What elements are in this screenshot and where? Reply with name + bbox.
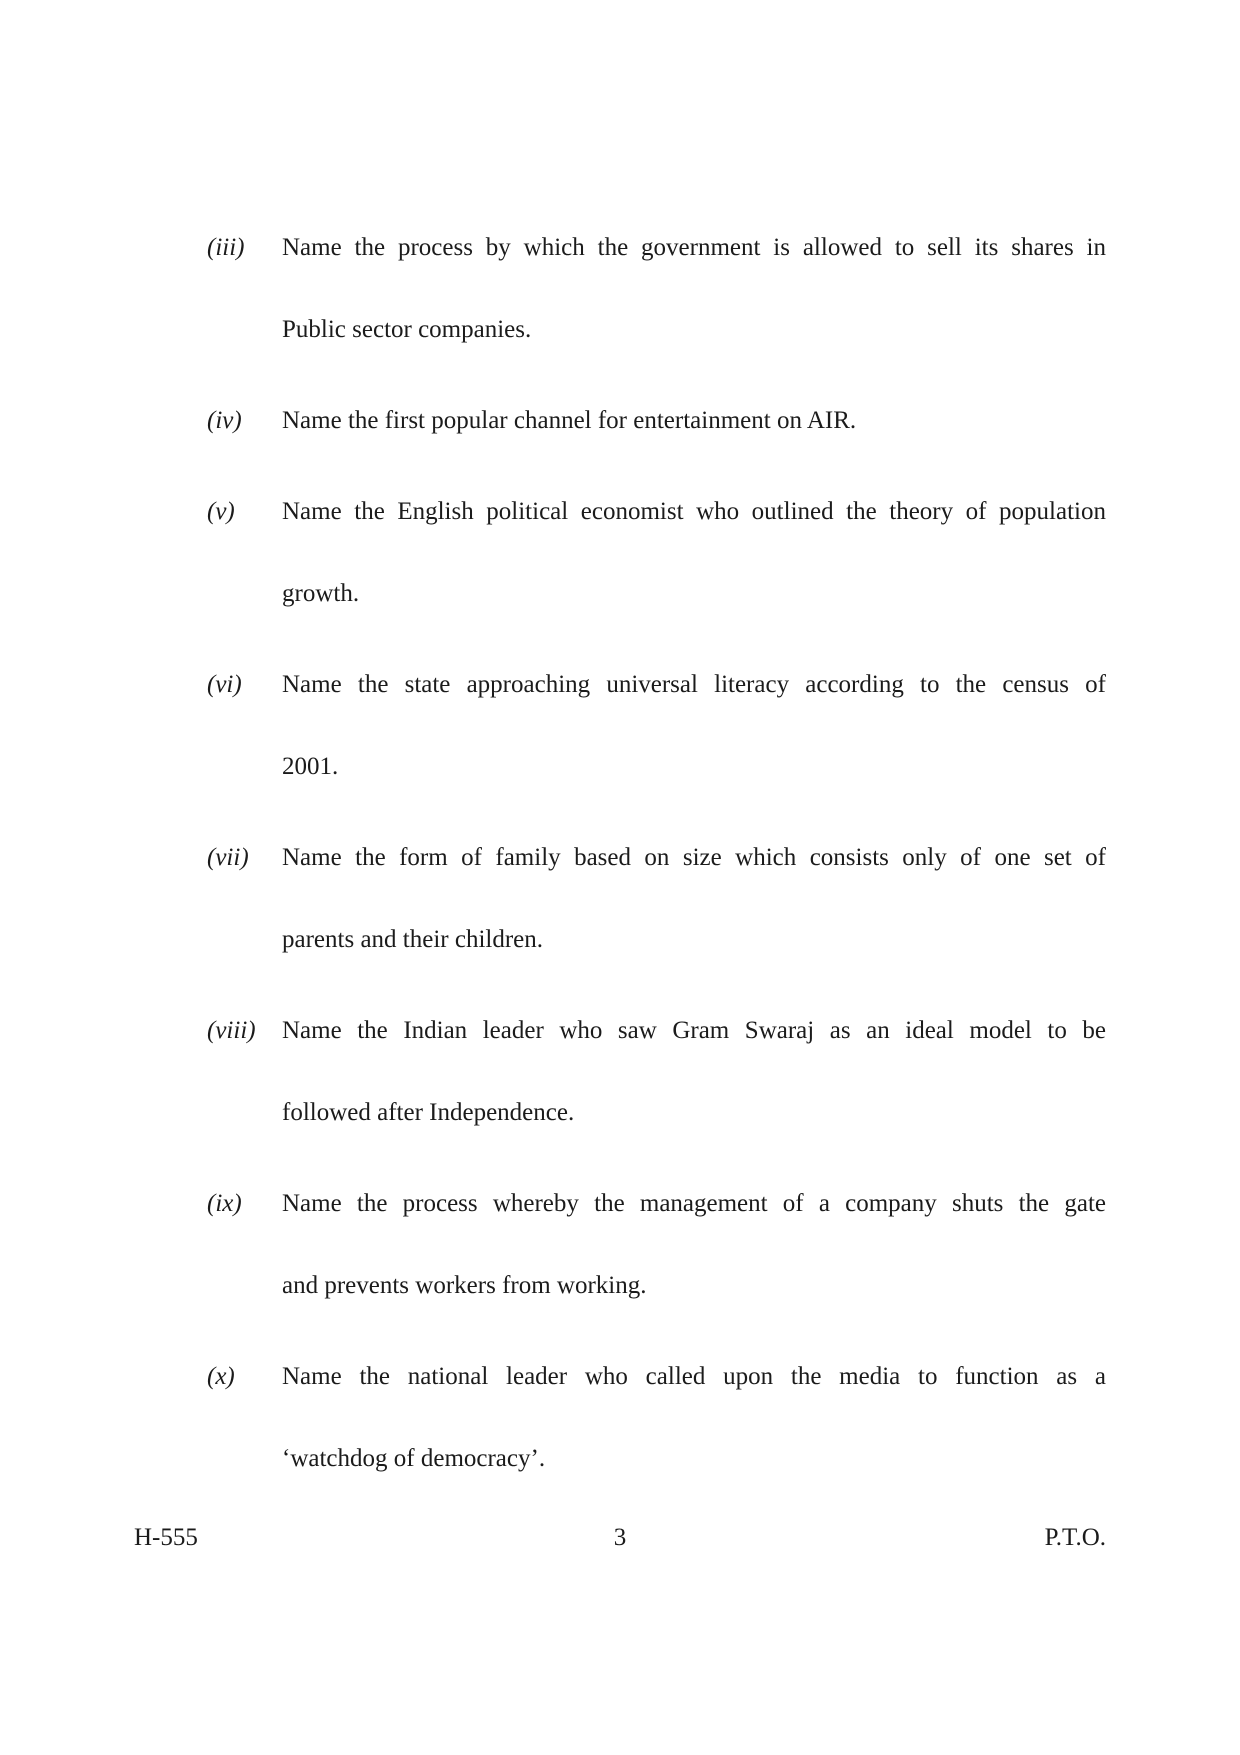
question-line: Name the form of family based on size which consists only of one set of bbox=[282, 844, 1106, 871]
question-item-vii bbox=[207, 817, 1106, 981]
page-number: 3 bbox=[613, 1524, 627, 1551]
question-line: Name the national leader who called upon the media to function as a bbox=[282, 1363, 1106, 1390]
question-number: (vi) bbox=[207, 671, 242, 698]
question-item-x bbox=[207, 1336, 1106, 1500]
question-text bbox=[282, 207, 1106, 371]
question-line: parents and their children. bbox=[282, 926, 544, 953]
question-line: and prevents workers from working. bbox=[282, 1272, 647, 1299]
question-number: (ix) bbox=[207, 1190, 242, 1217]
question-item-v bbox=[207, 471, 1106, 635]
page-footer bbox=[134, 1521, 1106, 1555]
question-line: Name the process by which the government is allowed to sell its shares in bbox=[282, 234, 1106, 261]
question-line: followed after Independence. bbox=[282, 1099, 575, 1126]
question-number: (viii) bbox=[207, 1017, 256, 1044]
question-text bbox=[282, 990, 1106, 1154]
question-text bbox=[282, 1163, 1106, 1327]
question-line: Name the state approaching universal literacy according to the census of bbox=[282, 671, 1106, 698]
question-item-ix bbox=[207, 1163, 1106, 1327]
please-turn-over-note: P.T.O. bbox=[1044, 1524, 1106, 1551]
question-line: Name the process whereby the management of a company shuts the gate bbox=[282, 1190, 1106, 1217]
question-text bbox=[282, 471, 1106, 635]
question-line: Name the English political economist who outlined the theory of population bbox=[282, 498, 1106, 525]
question-line: Name the first popular channel for entertainment on AIR. bbox=[282, 407, 857, 434]
question-line: Name the Indian leader who saw Gram Swaraj as an ideal model to be bbox=[282, 1017, 1106, 1044]
paper-code: H-555 bbox=[134, 1524, 198, 1551]
question-line: ‘watchdog of democracy’. bbox=[282, 1445, 546, 1472]
question-number: (vii) bbox=[207, 844, 249, 871]
question-line: 2001. bbox=[282, 753, 339, 780]
question-text bbox=[282, 380, 1106, 462]
question-item-vi bbox=[207, 644, 1106, 808]
question-number: (iii) bbox=[207, 234, 245, 261]
question-line: Public sector companies. bbox=[282, 316, 532, 343]
question-line: growth. bbox=[282, 580, 360, 607]
question-text bbox=[282, 1336, 1106, 1500]
question-item-iii bbox=[207, 207, 1106, 371]
question-item-iv bbox=[207, 380, 1106, 462]
question-number: (iv) bbox=[207, 407, 242, 434]
question-item-viii bbox=[207, 990, 1106, 1154]
question-number: (x) bbox=[207, 1363, 235, 1390]
question-list bbox=[207, 207, 1106, 1500]
question-text bbox=[282, 817, 1106, 981]
question-text bbox=[282, 644, 1106, 808]
question-number: (v) bbox=[207, 498, 235, 525]
